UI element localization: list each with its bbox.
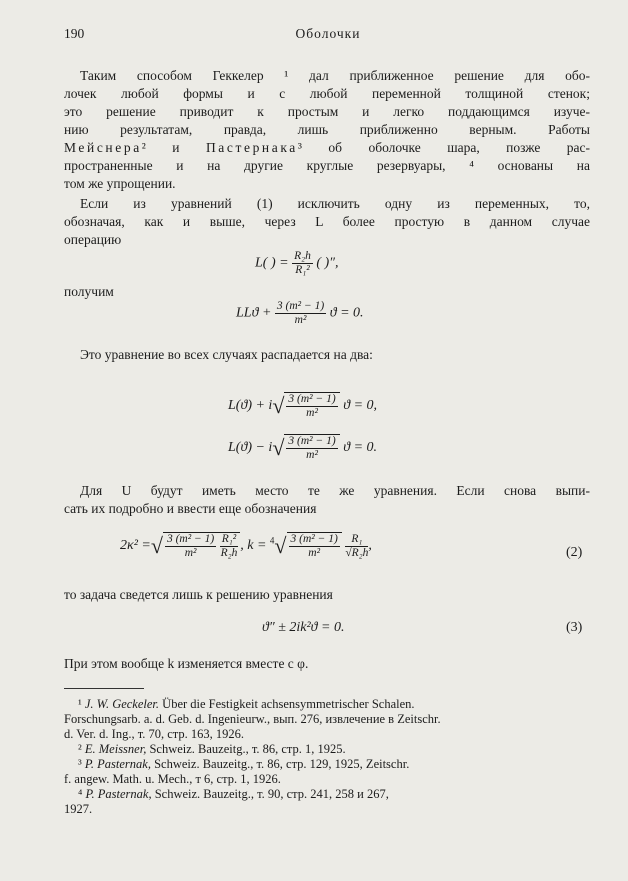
text-line: сать их подробно и ввести еще обозначения (64, 501, 317, 516)
equation-3: ϑ″ ± 2ik²ϑ = 0. (262, 620, 345, 635)
footnote-line: Forschungsarb. a. d. Geb. d. Ingenieurw., вып. 276, извлечение в Zeitschr. (64, 712, 441, 726)
text-line: Таким способом Геккелер ¹ дал приближенное решение для обо- (80, 68, 590, 83)
equation-minus: L(ϑ) − i√ $\frac{\text{3 (m² − 1)}}{\text{m²}}$ ϑ = 0. (228, 435, 378, 461)
footnote-rule (64, 688, 144, 689)
footnote-line: d. Ver. d. Ing., т. 70, стр. 163, 1926. (64, 727, 245, 741)
text-line: том же упрощении. (64, 176, 176, 191)
footnote-line: 1927. (64, 802, 93, 816)
text-line: нию результатам, правда, лишь приближенно верным. Работы (64, 122, 590, 137)
text-line: это решение приводит к простым и легко поддающимся изуче- (64, 104, 590, 119)
text-line: операцию (64, 232, 122, 247)
footnote-line: ¹ J. W. Geckeler. Über die Festigkeit achsensymmetrischer Schalen. (78, 697, 415, 711)
equation-LL: LLϑ + $\frac{\text{3 (m² − 1)}}{\text{m²}}$ ϑ = 0. (236, 300, 364, 326)
footnote-line: f. angew. Math. u. Mech., т 6, стр. 1, 1926. (64, 772, 281, 786)
author-name-pasternak: Пастернака (205, 140, 298, 155)
equation-plus: L(ϑ) + i√ $\frac{\text{3 (m² − 1)}}{\text{m²}}$ ϑ = 0, (228, 393, 378, 419)
text-line: При этом вообще k изменяется вместе с φ. (64, 656, 309, 671)
text-line: то задача сведется лишь к решению уравнения (64, 587, 333, 602)
text-line: лочек любой формы и с любой переменной толщиной стенок; (64, 86, 590, 101)
page-number: 190 (64, 26, 85, 41)
author-name-meissner: Мейснера (64, 140, 142, 155)
equation-label-2: (2) (566, 545, 583, 560)
equation-operator-L: L( ) = $\frac{\text{R₂h}}{\text{R₁²}}$ ( )″, (255, 250, 339, 276)
text-line: Мейснера² и Пастернака³ об оболочке шара, позже рас- (64, 140, 591, 155)
running-title: Оболочки (295, 26, 361, 41)
text-line: получим (64, 284, 114, 299)
equation-label-3: (3) (566, 620, 583, 635)
text-line: Для U будут иметь место те же уравнения. Если снова выпи- (80, 483, 590, 498)
page-header (64, 26, 592, 46)
text-line: Если из уравнений (1) исключить одну из переменных, то, (80, 196, 590, 211)
text-line: Это уравнение во всех случаях распадается на два: (80, 347, 373, 362)
footnote-line: ² E. Meissner, Schweiz. Bauzeitg., т. 86, стр. 1, 1925. (78, 742, 346, 756)
text-line: пространенные и на другие круглые резервуары, ⁴ основаны на (64, 158, 590, 173)
equation-2: 2κ² =√ $\frac{\text{3 (m² − 1)}}{\text{m²}}$ $\frac{\text{R₁²}}{\text{R₂h}}$ , k = $^4$√ $\frac{\text{3 (m² − 1)}}{\text{m²}}$ $\frac{\text{R₁}}{\text{√R₂h}}$ , (120, 532, 372, 559)
footnote-line: ³ P. Pasternak, Schweiz. Bauzeitg., т. 86, стр. 129, 1925, Zeitschr. (78, 757, 410, 771)
footnote-line: ⁴ P. Pasternak, Schweiz. Bauzeitg., т. 90, стр. 241, 258 и 267, (78, 787, 389, 801)
text-line: обозначая, как и выше, через L более простую в данном случае (64, 214, 590, 229)
